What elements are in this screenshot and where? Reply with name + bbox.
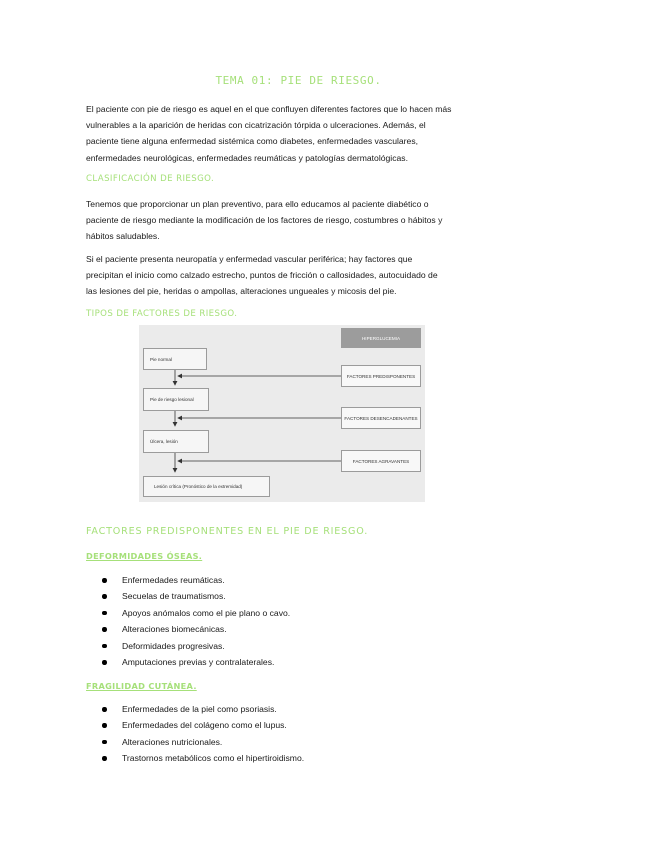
list-item: Secuelas de traumatismos.	[102, 588, 290, 604]
triggering-factors-box: FACTORES DESENCADENANTES	[341, 407, 421, 429]
list-item: Trastornos metabólicos como el hipertiroidismo.	[102, 750, 304, 766]
paragraph-line: las lesiones del pie, heridas o ampollas, alteraciones ungueales y micosis del pie.	[86, 286, 397, 297]
paragraph-line: hábitos saludables.	[86, 231, 160, 242]
predisposing-factors-box: FACTORES PREDISPONENTES	[341, 365, 421, 387]
intro-line: enfermedades neurológicas, enfermedades reumáticas y patologías dermatológicas.	[86, 152, 408, 163]
skin-fragility-list	[102, 701, 304, 767]
classification-heading: CLASIFICACIÓN DE RIESGO.	[86, 174, 215, 184]
intro-paragraph	[86, 101, 516, 166]
list-item: Alteraciones nutricionales.	[102, 734, 304, 750]
paragraph-line: precipitan el inicio como calzado estrecho, puntos de fricción o callosidades, autocuidado de	[86, 270, 438, 281]
list-item: Alteraciones biomecánicas.	[102, 621, 290, 637]
classification-paragraph-2	[86, 251, 516, 300]
intro-line: El paciente con pie de riesgo es aquel en el que confluyen diferentes factores que lo hacen más	[86, 104, 452, 114]
risk-foot-box: Pie de riesgo lesional	[143, 388, 209, 411]
list-item: Deformidades progresivas.	[102, 638, 290, 654]
normal-foot-box: Pie normal	[143, 348, 207, 370]
types-heading: TIPOS DE FACTORES DE RIESGO.	[86, 309, 238, 319]
bone-deformities-heading: DEFORMIDADES ÓSEAS.	[86, 551, 203, 561]
bone-deformities-list	[102, 572, 290, 670]
list-item: Enfermedades de la piel como psoriasis.	[102, 701, 304, 717]
list-item: Enfermedades del colágeno como el lupus.	[102, 717, 304, 733]
predisposing-heading: FACTORES PREDISPONENTES EN EL PIE DE RIESGO.	[86, 526, 369, 537]
critical-lesion-box: Lesión crítica (Pronóstico de la extremidad)	[143, 476, 270, 497]
paragraph-line: Tenemos que proporcionar un plan preventivo, para ello educamos al paciente diabético o	[86, 199, 429, 209]
paragraph-line: paciente de riesgo mediante la modificación de los factores de riesgo, costumbres o hábitos y	[86, 215, 443, 226]
classification-paragraph-1	[86, 196, 516, 245]
ulcer-box: Úlcera, lesión	[143, 430, 209, 453]
list-item: Amputaciones previas y contralaterales.	[102, 654, 290, 670]
list-item: Enfermedades reumáticas.	[102, 572, 290, 588]
risk-factors-diagram	[139, 325, 425, 502]
list-item: Apoyos anómalos como el pie plano o cavo.	[102, 605, 290, 621]
skin-fragility-heading: FRAGILIDAD CUTÁNEA.	[86, 681, 197, 691]
hyperglycemia-box: HIPERGLUCEMIA	[341, 328, 421, 348]
intro-line: paciente tiene alguna enfermedad sistémica como diabetes, enfermedades vasculares,	[86, 136, 419, 147]
page-title: TEMA 01: PIE DE RIESGO.	[215, 74, 382, 87]
intro-line: vulnerables a la aparición de heridas con cicatrización tórpida o ulceraciones. Además, el	[86, 120, 426, 131]
paragraph-line: Si el paciente presenta neuropatía y enfermedad vascular periférica; hay factores que	[86, 254, 413, 264]
aggravating-factors-box: FACTORES AGRAVANTES	[341, 450, 421, 472]
